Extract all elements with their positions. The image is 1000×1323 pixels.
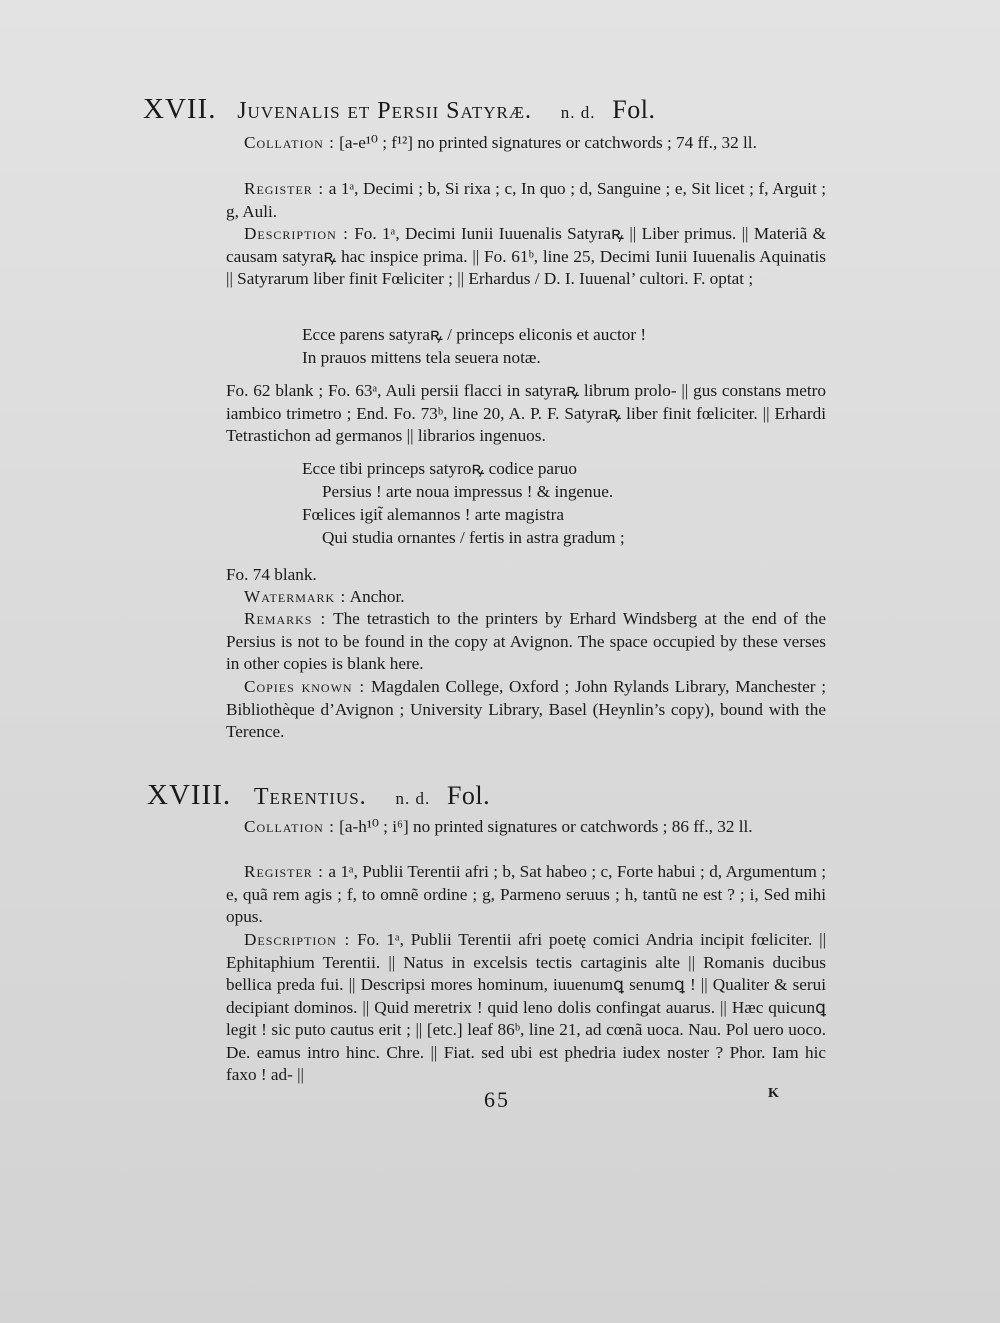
entry-18-register xyxy=(226,861,826,929)
entry-17-description xyxy=(226,223,826,291)
signature-mark: K xyxy=(768,1086,779,1101)
entry-17-copies xyxy=(226,676,826,744)
entry-17-register xyxy=(226,178,826,223)
entry-18-description xyxy=(226,929,826,1087)
register-text: a 1ᵃ, Publii Terentii afri ; b, Sat habeo ; c, Forte habui ; d, Argumentum ; e, quã rem agis ; f, to omnẽ ordine ; g, Parmeno seruus ; h, tantũ ne est ? ; i, Sed mihi opus. xyxy=(226,862,826,926)
collation-label: Collation : xyxy=(244,133,335,152)
description-label: Description : xyxy=(244,224,349,243)
verse-line: In prauos mittens tela seuera notæ. xyxy=(302,348,541,367)
remarks-text: The tetrastich to the printers by Erhard Windsberg at the end of the Persius is not to be found in the copy at Avignon. The space occupied by these verses in other copies is blank here. xyxy=(226,609,826,673)
entry-18-collation xyxy=(226,816,826,839)
entry-17-persius-paragraph: Fo. 62 blank ; Fo. 63ᵃ, Auli persii flacci in satyraꝶ librum prolo- || gus constans metro iambico trimetro ; End. Fo. 73ᵇ, line 20, A. P. F. Satyraꝶ liber finit fœliciter. || Erhardi Tetrastichon ad germanos || librarios ingenuos. xyxy=(226,381,826,445)
remarks-label: Remarks : xyxy=(244,609,327,628)
entry-18-format: Fol. xyxy=(446,781,491,810)
register-label: Register : xyxy=(244,179,325,198)
entry-18-heading xyxy=(147,779,490,812)
entry-17-title: Juvenalis et Persii Satyræ. xyxy=(237,98,533,124)
collation-label: Collation : xyxy=(244,817,335,836)
entry-18-date: n. d. xyxy=(395,789,431,808)
page-number: 65 xyxy=(484,1087,510,1112)
register-text: a 1ᵃ, Decimi ; b, Si rixa ; c, In quo ; d, Sanguine ; e, Sit licet ; f, Arguit ; g, Auli. xyxy=(226,179,826,221)
verse-line: Ecce tibi princeps satyroꝶ codice paruo xyxy=(302,459,577,478)
entry-17-date: n. d. xyxy=(560,103,596,122)
entry-18-number: XVIII. xyxy=(147,779,232,811)
description-text: Fo. 1ᵃ, Publii Terentii afri poetę comici Andria incipit fœliciter. || Ephitaphium Terentii. || Natus in excelsis tectis cartaginis alte || Romanis ducibus bellica preda fui. || Descripsi mores hominum, iuuenumꝗ senumꝗ ! || Qualiter & serui decipiant dominos. || Quid meretrix ! quid leno dolis confingat auarus. || Hæc quicunꝗ legit ! sic puto cautus erit ; || [etc.] leaf 86ᵇ, line 21, ad cœnã uoca. Nau. Pol uero uoco. De. eamus intro hinc. Chre. || Fiat. sed ubi est phedria iudex noster ? Phor. Iam hic faxo ! ad- || xyxy=(226,930,827,1084)
entry-17-collation xyxy=(226,132,826,155)
entry-17-verse-1 xyxy=(302,323,646,369)
entry-17-remarks xyxy=(226,608,826,676)
entry-17-fo74: Fo. 74 blank. xyxy=(226,565,317,584)
description-text: Fo. 1ᵃ, Decimi Iunii Iuuenalis Satyraꝶ || Liber primus. || Materiã & causam satyraꝶ hac inspice prima. || Fo. 61ᵇ, line 25, Decimi Iunii Iuuenalis Aquinatis || Satyrarum liber finit Fœliciter ; || Erhardus / D. I. Iuuenal’ cultori. F. optat ; xyxy=(226,224,826,288)
entry-17-number: XVII. xyxy=(143,93,217,125)
entry-18-title: Terentius. xyxy=(253,784,367,810)
entry-17-tetrastich xyxy=(302,457,625,549)
verse-line: Persius ! arte noua impressus ! & ingenue. xyxy=(322,482,614,501)
entry-17-heading xyxy=(143,93,655,126)
copies-label: Copies known : xyxy=(244,677,366,696)
collation-text: [a-e¹⁰ ; f¹²] no printed signatures or catchwords ; 74 ff., 32 ll. xyxy=(339,133,757,152)
copies-text: Magdalen College, Oxford ; John Rylands Library, Manchester ; Bibliothèque d’Avignon ; University Library, Basel (Heynlin’s copy), bound with the Terence. xyxy=(226,677,827,741)
description-label: Description : xyxy=(244,930,351,949)
entry-17-format: Fol. xyxy=(612,95,656,124)
verse-line: Qui studia ornantes / fertis in astra gradum ; xyxy=(322,528,625,547)
watermark-text: Anchor. xyxy=(349,587,405,606)
verse-line: Fœlices igit̃ alemannos ! arte magistra xyxy=(302,505,565,524)
register-label: Register : xyxy=(244,862,324,881)
entry-17-watermark xyxy=(226,586,826,609)
collation-text: [a-h¹⁰ ; i⁶] no printed signatures or catchwords ; 86 ff., 32 ll. xyxy=(339,817,753,836)
verse-line: Ecce parens satyraꝶ / princeps eliconis et auctor ! xyxy=(302,325,647,344)
watermark-label: Watermark : xyxy=(244,587,347,606)
